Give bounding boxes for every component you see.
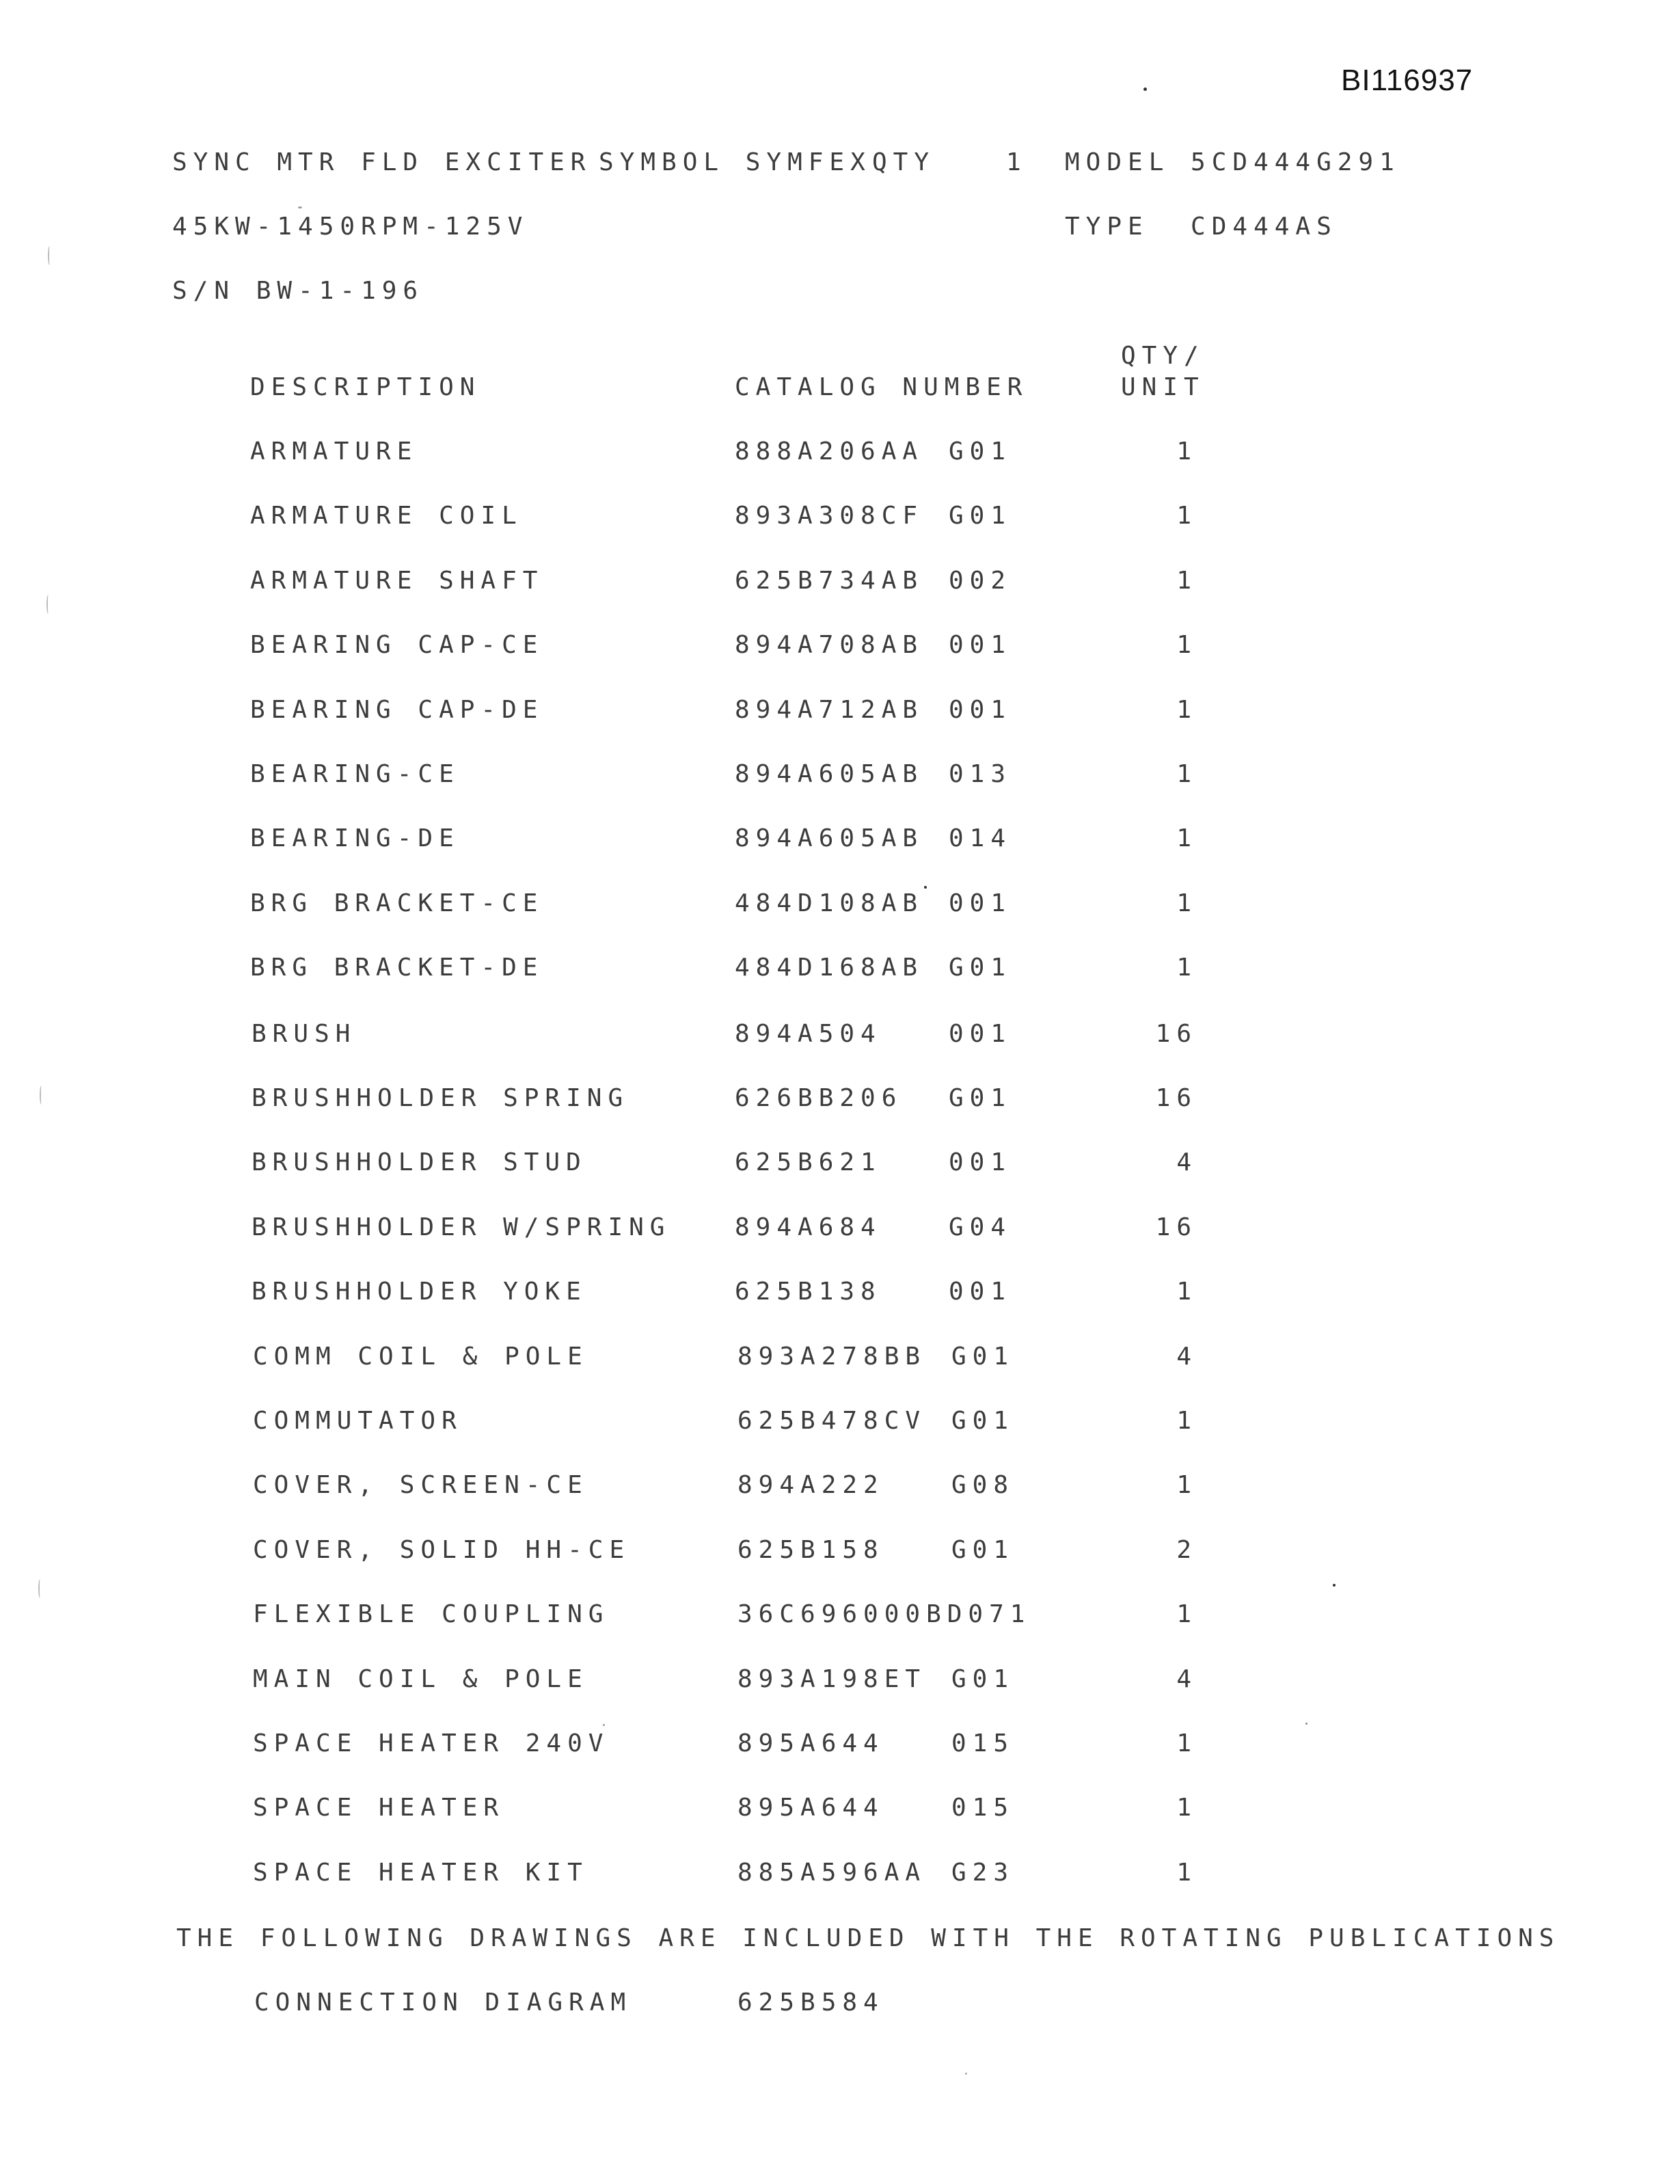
part-quantity: 1: [1176, 1471, 1197, 1499]
scan-speck: [1333, 1584, 1336, 1587]
description-column-header: DESCRIPTION: [250, 373, 481, 401]
model-number: MODEL 5CD444G291: [1065, 148, 1400, 176]
scan-edge-mark: [40, 1086, 43, 1105]
part-quantity: 1: [1176, 437, 1197, 466]
part-quantity: 16: [1155, 1084, 1197, 1112]
scan-edge-mark: [46, 595, 50, 614]
part-catalog-number: 893A308CF: [735, 502, 924, 530]
part-catalog-number: 894A605AB: [735, 760, 924, 788]
part-catalog-number: 885A596AA: [737, 1859, 927, 1887]
part-catalog-number: 894A605AB: [735, 824, 924, 852]
qty-value: 1: [1006, 148, 1027, 176]
part-catalog-number: 895A644: [737, 1729, 884, 1757]
part-catalog-number: 36C696000BD071: [737, 1600, 1031, 1628]
serial-number: S/N BW-1-196: [172, 277, 424, 305]
scan-speck: [1143, 87, 1147, 91]
equipment-name: SYNC MTR FLD EXCITER: [172, 148, 592, 176]
part-description: BEARING-DE: [250, 824, 460, 852]
part-catalog-suffix: G08: [951, 1471, 1015, 1499]
part-catalog-suffix: G01: [951, 1407, 1015, 1435]
part-catalog-number: 894A504: [735, 1020, 882, 1048]
part-quantity: 1: [1176, 502, 1197, 530]
part-description: COMM COIL & POLE: [253, 1343, 588, 1371]
part-description: BRG BRACKET-CE: [250, 889, 544, 917]
part-quantity: 1: [1176, 631, 1197, 659]
part-description: BRUSH: [252, 1020, 357, 1048]
part-quantity: 16: [1155, 1213, 1197, 1241]
part-catalog-number: 894A708AB: [735, 631, 924, 659]
part-catalog-suffix: 015: [951, 1729, 1015, 1757]
part-catalog-number: 893A198ET: [737, 1665, 927, 1693]
part-catalog-number: 625B158: [737, 1536, 884, 1564]
part-catalog-suffix: 001: [949, 631, 1012, 659]
part-quantity: 2: [1176, 1536, 1197, 1564]
part-description: BRUSHHOLDER W/SPRING: [252, 1213, 671, 1241]
scan-speck: [603, 1724, 605, 1726]
qty-column-header-bottom: UNIT: [1121, 373, 1205, 401]
part-catalog-number: 484D108AB: [735, 889, 924, 917]
part-description: MAIN COIL & POLE: [253, 1665, 588, 1693]
part-description: BRUSHHOLDER YOKE: [252, 1278, 587, 1306]
part-quantity: 1: [1176, 567, 1197, 595]
part-catalog-number: 893A278BB: [737, 1343, 927, 1371]
part-description: ARMATURE SHAFT: [250, 567, 544, 595]
document-id: BI116937: [1341, 64, 1474, 97]
part-catalog-suffix: 014: [949, 824, 1012, 852]
part-description: BRUSHHOLDER STUD: [252, 1148, 587, 1176]
part-description: BEARING CAP-CE: [250, 631, 544, 659]
part-quantity: 1: [1176, 1407, 1197, 1435]
part-quantity: 4: [1176, 1665, 1197, 1693]
part-quantity: 4: [1176, 1343, 1197, 1371]
part-description: COVER, SCREEN-CE: [253, 1471, 588, 1499]
part-catalog-suffix: G01: [951, 1665, 1015, 1693]
part-catalog-suffix: 001: [949, 1020, 1012, 1048]
part-description: BEARING CAP-DE: [250, 696, 544, 724]
qty-column-header-top: QTY/: [1121, 342, 1205, 370]
scan-speck: [298, 206, 302, 208]
part-description: COMMUTATOR: [253, 1407, 463, 1435]
part-quantity: 1: [1176, 760, 1197, 788]
part-quantity: 1: [1176, 889, 1197, 917]
part-catalog-suffix: G01: [951, 1343, 1015, 1371]
part-catalog-suffix: G01: [949, 1084, 1012, 1112]
part-description: SPACE HEATER 240V: [253, 1729, 610, 1757]
part-catalog-suffix: 001: [949, 696, 1012, 724]
part-catalog-suffix: 001: [949, 1278, 1012, 1306]
part-description: BRG BRACKET-DE: [250, 954, 544, 982]
scan-speck: [924, 886, 927, 889]
drawings-note: THE FOLLOWING DRAWINGS ARE INCLUDED WITH THE ROTATING PUBLICATIONS: [176, 1924, 1560, 1952]
part-quantity: 1: [1176, 954, 1197, 982]
part-description: BRUSHHOLDER SPRING: [252, 1084, 629, 1112]
part-description: COVER, SOLID HH-CE: [253, 1536, 631, 1564]
part-quantity: 4: [1176, 1148, 1197, 1176]
part-quantity: 1: [1176, 1794, 1197, 1822]
part-description: BEARING-CE: [250, 760, 460, 788]
scan-edge-mark: [48, 246, 51, 265]
scan-speck: [1305, 1723, 1308, 1725]
part-catalog-number: 625B734AB: [735, 567, 924, 595]
part-catalog-suffix: G23: [951, 1859, 1015, 1887]
part-catalog-number: 894A684: [735, 1213, 882, 1241]
part-catalog-number: 895A644: [737, 1794, 884, 1822]
part-catalog-suffix: G01: [951, 1536, 1015, 1564]
part-description: ARMATURE COIL: [250, 502, 523, 530]
part-catalog-number: 484D168AB: [735, 954, 924, 982]
symbol-label: SYMBOL SYMFEX: [599, 148, 871, 176]
part-description: SPACE HEATER: [253, 1794, 505, 1822]
part-quantity: 1: [1176, 1600, 1197, 1628]
drawing-description: CONNECTION DIAGRAM: [254, 1988, 632, 2017]
qty-label: QTY: [872, 148, 936, 176]
part-catalog-number: 888A206AA: [735, 437, 924, 466]
part-description: SPACE HEATER KIT: [253, 1859, 588, 1887]
part-catalog-suffix: 001: [949, 889, 1012, 917]
catalog-column-header: CATALOG NUMBER: [735, 373, 1029, 401]
part-catalog-suffix: 002: [949, 567, 1012, 595]
part-quantity: 1: [1176, 1729, 1197, 1757]
part-catalog-suffix: 001: [949, 1148, 1012, 1176]
part-quantity: 1: [1176, 1278, 1197, 1306]
part-catalog-number: 625B621: [735, 1148, 882, 1176]
part-description: ARMATURE: [250, 437, 418, 466]
part-quantity: 1: [1176, 1859, 1197, 1887]
part-catalog-number: 626BB206: [735, 1084, 903, 1112]
drawing-number: 625B584: [737, 1988, 884, 2017]
part-catalog-suffix: G01: [949, 437, 1012, 466]
part-catalog-suffix: G04: [949, 1213, 1012, 1241]
part-description: FLEXIBLE COUPLING: [253, 1600, 610, 1628]
scan-speck: [965, 2073, 967, 2075]
part-catalog-suffix: 015: [951, 1794, 1015, 1822]
part-quantity: 1: [1176, 824, 1197, 852]
part-catalog-number: 625B478CV: [737, 1407, 927, 1435]
type-code: TYPE CD444AS: [1065, 213, 1338, 241]
part-quantity: 1: [1176, 696, 1197, 724]
part-catalog-suffix: G01: [949, 502, 1012, 530]
scan-edge-mark: [38, 1579, 42, 1598]
part-catalog-number: 625B138: [735, 1278, 882, 1306]
part-catalog-suffix: G01: [949, 954, 1012, 982]
part-quantity: 16: [1155, 1020, 1197, 1048]
part-catalog-number: 894A222: [737, 1471, 884, 1499]
part-catalog-number: 894A712AB: [735, 696, 924, 724]
part-catalog-suffix: 013: [949, 760, 1012, 788]
rating: 45KW-1450RPM-125V: [172, 213, 529, 241]
